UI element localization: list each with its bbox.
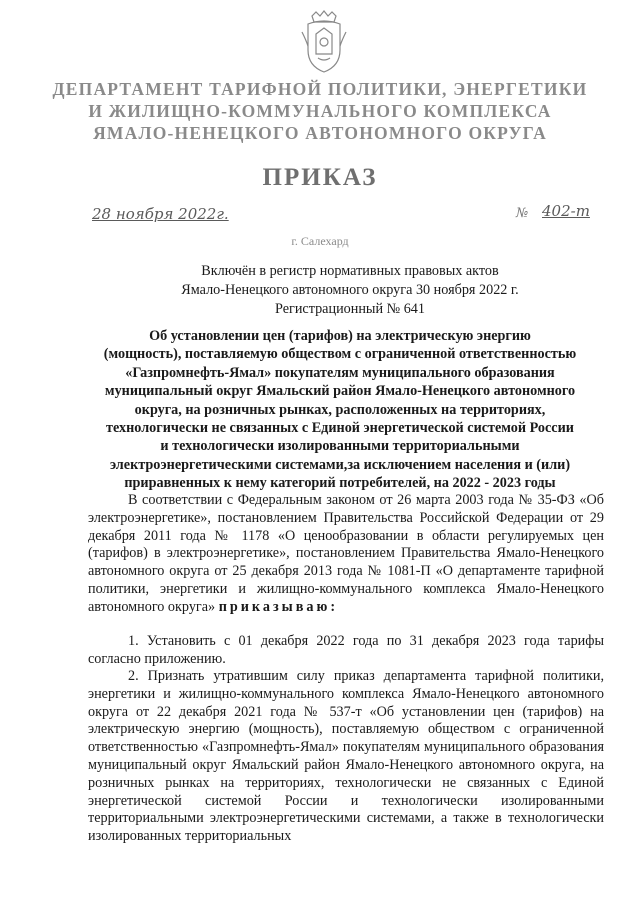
order-heading [90,327,590,493]
department-title-line-3: ЯМАЛО-НЕНЕЦКОГО АВТОНОМНОГО ОКРУГА [93,123,547,143]
clause-1-paragraph: 1. Установить с 01 декабря 2022 года по 31 декабря 2023 года тарифы согласно приложению. [88,633,604,667]
order-number-handwritten: 402-т [542,202,590,220]
registration-line: Включён в регистр нормативных правовых актов [201,263,499,279]
preamble-paragraph [88,492,604,617]
department-title-line-2: И ЖИЛИЩНО-КОММУНАЛЬНОГО КОМПЛЕКСА [88,101,552,121]
department-title-line-1: ДЕПАРТАМЕНТ ТАРИФНОЙ ПОЛИТИКИ, ЭНЕРГЕТИКИ [52,79,588,99]
registration-line: Ямало-Ненецкого автономного округа 30 ноября 2022 г. [181,282,519,298]
order-number-label: № [516,206,529,221]
order-date-handwritten: 28 ноября 2022г. [92,205,229,223]
document-type-title: ПРИКАЗ [262,164,378,191]
heading-line: округа, на розничных рынках, расположенных на территориях, [134,401,546,418]
heading-line: Об установлении цен (тарифов) на электрическую энергию [149,328,531,344]
registration-line: Регистрационный № 641 [275,301,425,317]
heading-line: электроэнергетическими системами,за исключением населения и (или) [109,456,571,473]
registration-block [140,262,560,319]
heading-line: (мощность), поставляемую обществом с ограниченной ответственностью [103,346,577,363]
heading-line: и технологически изолированными территориальными [160,438,520,455]
city-line: г. Салехард [291,234,349,248]
clause-2-paragraph: 2. Признать утратившим силу приказ департамента тарифной политики, энергетики и жилищно-коммунального комплекса Ямало-Ненецкого автономного округа от 22 декабря 2021 года № 537-т «Об установлении цен (тарифов) на электрическую энергию (мощность), поставляемую обществом с ограниченной ответственностью «Газпромнефть-Ямал» покупателям муниципального образования муниципальный округ Ямальский район Ямало-Ненецкого автономного округа, на розничных рынках на территориях, технологически не связанных с Единой энергетической системой России и технологически изолированными территориальными электроэнергетическими системами, а также в технологически изолированных территориальных [88,668,604,845]
heading-line: «Газпромнефть-Ямал» покупателям муниципального образования [125,364,555,381]
heading-line: технологически не связанных с Единой энергетической системой России [106,420,574,437]
preamble-text: В соответствии с Федеральным законом от 26 марта 2003 года № 35-ФЗ «Об электроэнергетике», постановлением Правительства Российской Федерации от 29 декабря 2011 года № 1178 «О ценообразовании в области регулируемых цен (тарифов) в электроэнергетике», постановлением Правительства Ямало-Ненецкого автономного округа от 25 декабря 2013 года № 1081-П «О департаменте тарифной политики, энергетики и жилищно-коммунального комплекса Ямало-Ненецкого автономного округа» [88,492,604,615]
coat-of-arms-emblem-icon [298,10,350,76]
heading-line: приравненных к нему категорий потребителей, на 2022 - 2023 годы [124,475,556,492]
order-keyword: приказываю: [218,598,339,615]
heading-line: муниципальный округ Ямальский район Ямало-Ненецкого автономного [104,383,576,400]
